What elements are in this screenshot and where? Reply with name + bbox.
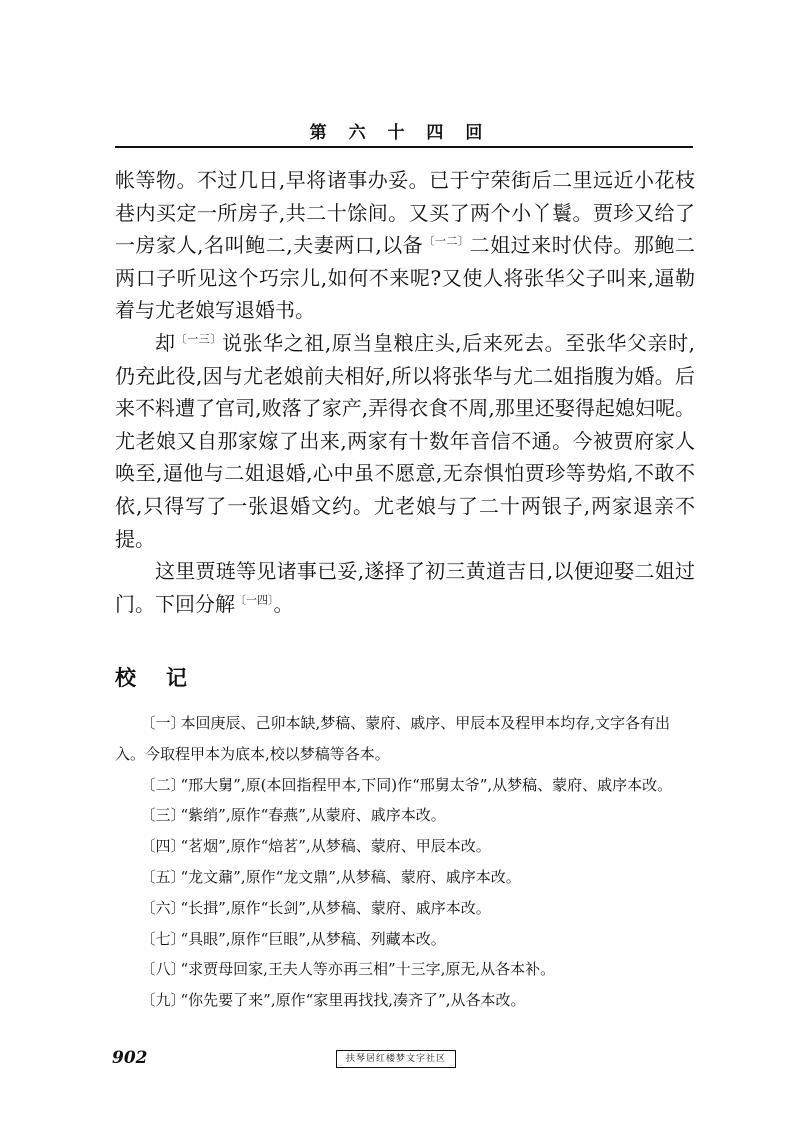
text-run: 。 <box>273 591 294 616</box>
paragraph <box>115 327 695 555</box>
note-number: 〔九〕 <box>140 991 186 1010</box>
note-number: 〔五〕 <box>140 867 186 886</box>
notes-heading: 校记 <box>115 665 217 690</box>
page-number: 902 <box>112 1048 148 1068</box>
note-item <box>115 924 695 955</box>
main-text <box>115 164 695 620</box>
note-marker: 〔一二〕 <box>423 234 470 248</box>
note-text: “紫绡”,原作“春燕”,从蒙府、戚序本改。 <box>180 806 446 825</box>
note-item <box>115 800 695 831</box>
note-item <box>115 893 695 924</box>
note-text: “具眼”,原作“巨眼”,从梦稿、列藏本改。 <box>180 929 446 948</box>
text-run: 二姐过来时伏侍。那鲍二两口子听见这个巧宗儿,如何不来呢?又使人将张华父子叫来,逼勒着与尤老娘写退婚书。 <box>115 233 696 323</box>
note-item <box>115 862 695 893</box>
note-number: 〔八〕 <box>140 960 186 979</box>
note-number: 〔二〕 <box>140 775 186 794</box>
note-number: 〔一〕 <box>140 714 186 732</box>
header-rule <box>115 146 693 148</box>
text-run: 说张华之祖,原当皇粮庄头,后来死去。至张华父亲时,仍充此役,因与尤老娘前夫相好,所以将张华与尤二姐指腹为婚。后来不料遭了官司,败落了家产,弄得衣食不周,那里还娶得起媳妇呢。尤老娘又自那家嫁了出来,两家有十数年音信不通。今被贾府家人唤至,逼他与二姐退婚,心中虽不愿意,无奈惧怕贾珍等势焰,不敢不依,只得写了一张退婚文约。尤老娘与了二十两银子,两家退亲不提。 <box>115 330 696 551</box>
note-number: 〔三〕 <box>140 806 186 825</box>
note-item <box>115 954 695 985</box>
note-item <box>115 708 695 770</box>
text-run: 这里贾琏等见诸事已妥,遂择了初三黄道吉日,以便迎娶二姐过门。下回分解 <box>115 559 695 616</box>
note-number: 〔六〕 <box>140 898 186 917</box>
note-text: “龙文鼐”,原作“龙文鼎”,从梦稿、蒙府、戚序本改。 <box>180 867 521 886</box>
text-run: 却 <box>155 330 176 355</box>
running-header: 第 六 十 四 回 <box>309 123 491 143</box>
note-number: 〔七〕 <box>140 929 186 948</box>
note-text: “你先要了来”,原作“家里再找找,凑齐了”,从各本改。 <box>180 991 526 1010</box>
note-text: 本回庚辰、己卯本缺,梦稿、蒙府、戚序、甲辰本及程甲本均存,文字各有出入。今取程甲本为底本,校以梦稿等各本。 <box>115 714 671 763</box>
note-number: 〔四〕 <box>140 837 186 856</box>
note-item <box>115 770 695 801</box>
note-text: “邢大舅”,原(本回指程甲本,下同)作“邢舅太爷”,从梦稿、蒙府、戚序本改。 <box>180 775 673 794</box>
note-item <box>115 985 695 1016</box>
note-text: “求贾母回家,王夫人等亦再三相”十三字,原无,从各本补。 <box>180 960 556 979</box>
paragraph <box>115 555 695 620</box>
note-text: “茗烟”,原作“焙茗”,从梦稿、蒙府、甲辰本改。 <box>180 837 491 856</box>
paragraph <box>115 164 695 327</box>
text-run: 帐等物。不过几日,早将诸事办妥。已于宁荣街后二里远近小花枝巷内买定一所房子,共二十馀间。又买了两个小丫鬟。贾珍又给了一房家人,名叫鲍二,夫妻两口,以备 <box>115 168 695 258</box>
note-text: “长揖”,原作“长剑”,从梦稿、蒙府、戚序本改。 <box>180 898 491 917</box>
note-marker: 〔一四〕 <box>235 593 274 607</box>
watermark-stamp: 扶琴居红楼梦文字社区 <box>336 1050 456 1068</box>
note-item <box>115 831 695 862</box>
note-marker: 〔一三〕 <box>175 332 222 346</box>
notes-list <box>115 708 695 1016</box>
